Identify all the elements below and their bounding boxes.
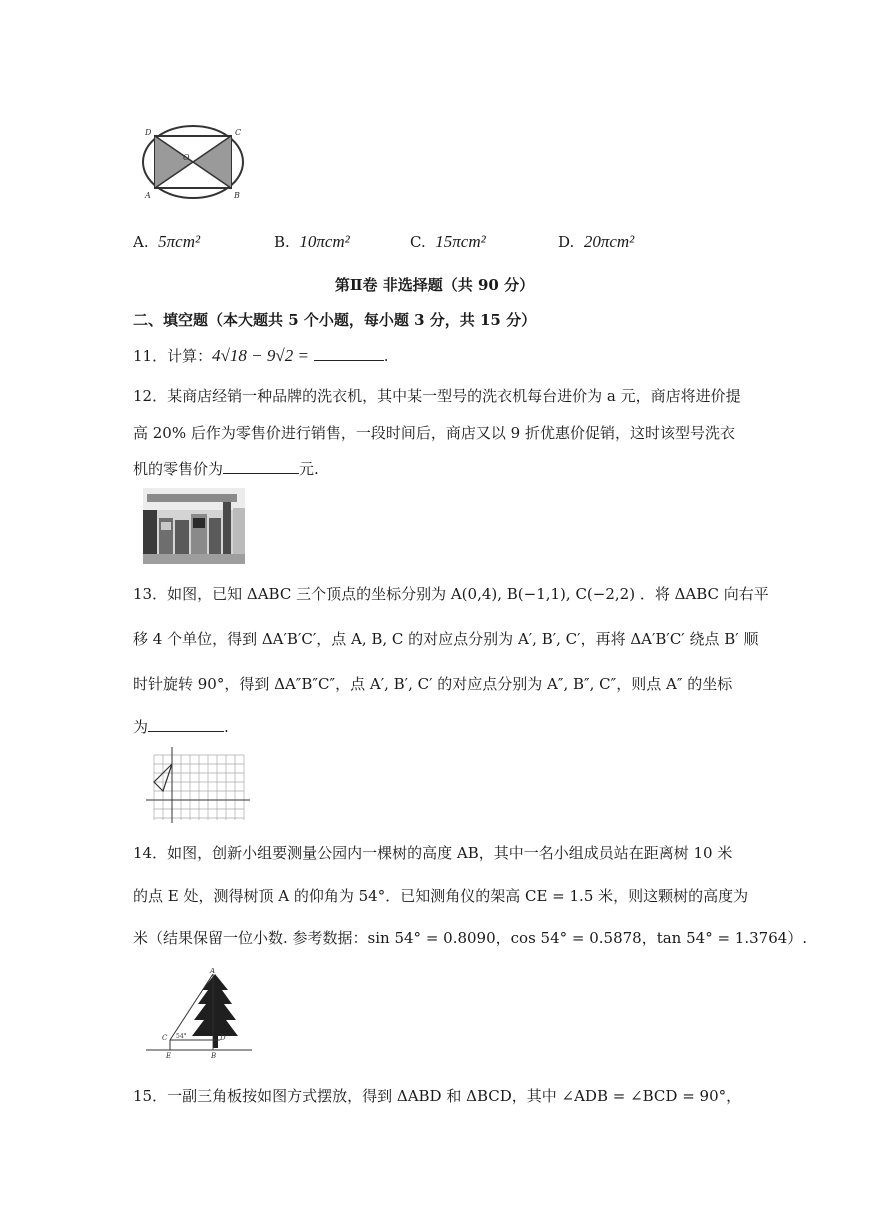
q11-question: 11．计算：4√18 − 9√2 = .	[133, 346, 389, 365]
q10-label-o: O	[183, 153, 190, 162]
q14-tree-figure	[140, 968, 260, 1060]
q13-line-4: 为 .	[133, 718, 229, 736]
q12-answer-blank[interactable]	[223, 459, 299, 474]
q11-answer-blank[interactable]	[314, 346, 384, 361]
q13-coordinate-grid-figure	[144, 745, 252, 825]
q14-label-d: D	[220, 1034, 226, 1042]
q10-label-d: D	[145, 128, 152, 137]
q14-label-e: E	[166, 1052, 172, 1060]
q12-line-3: 机的零售价为 元.	[133, 460, 319, 478]
q10-choice-b: B. 10πcm²	[274, 232, 350, 251]
q14-label-angle: 54°	[176, 1033, 187, 1040]
q13-line-1: 13．如图，已知 ΔABC 三个顶点的坐标分别为 A(0,4), B(−1,1), C(−2,2) ．将 ΔABC 向右平	[133, 585, 769, 603]
q10-choice-d: D. 20πcm²	[558, 232, 635, 251]
q10-label-b: B	[234, 191, 240, 200]
q12-store-photo	[143, 488, 245, 564]
q13-line-3: 时针旋转 90°，得到 ΔA″B″C″，点 A′, B′, C′ 的对应点分别为 A″, B″, C″，则点 A″ 的坐标	[133, 675, 733, 693]
q15-line-1: 15．一副三角板按如图方式摆放，得到 ΔABD 和 ΔBCD，其中 ∠ADB = ∠BCD = 90°，	[133, 1087, 742, 1105]
fill-in-heading: 二、填空题（本大题共 5 个小题，每小题 3 分，共 15 分）	[133, 311, 537, 329]
q10-label-a: A	[145, 191, 151, 200]
q10-choice-a: A. 5πcm²	[133, 232, 201, 251]
q10-circle-rectangle-figure	[140, 124, 246, 204]
q12-line-1: 12．某商店经销一种品牌的洗衣机，其中某一型号的洗衣机每台进价为 a 元，商店将进价提	[133, 387, 741, 405]
q12-line-2: 高 20% 后作为零售价进行销售，一段时间后，商店又以 9 折优惠价促销，这时该型号洗衣	[133, 424, 735, 442]
section-title: 第Ⅱ卷 非选择题（共 90 分）	[334, 276, 535, 294]
q14-label-c: C	[162, 1034, 168, 1042]
q14-line-2: 的点 E 处，测得树顶 A 的仰角为 54°．已知测角仪的架高 CE = 1.5 米，则这颗树的高度为	[133, 887, 749, 905]
q14-line-1: 14．如图，创新小组要测量公园内一棵树的高度 AB，其中一名小组成员站在距离树 10 米	[133, 844, 733, 862]
q13-line-2: 移 4 个单位，得到 ΔA′B′C′，点 A, B, C 的对应点分别为 A′, B′, C′，再将 ΔA′B′C′ 绕点 B′ 顺	[133, 630, 759, 648]
q10-choice-c: C. 15πcm²	[410, 232, 486, 251]
q10-label-c: C	[235, 128, 242, 137]
q14-line-3: 米（结果保留一位小数. 参考数据：sin 54° = 0.8090，cos 54° = 0.5878，tan 54° = 1.3764）.	[133, 929, 808, 947]
q13-answer-blank[interactable]	[148, 717, 224, 732]
q14-label-a: A	[210, 968, 216, 975]
q14-label-b: B	[211, 1052, 217, 1060]
